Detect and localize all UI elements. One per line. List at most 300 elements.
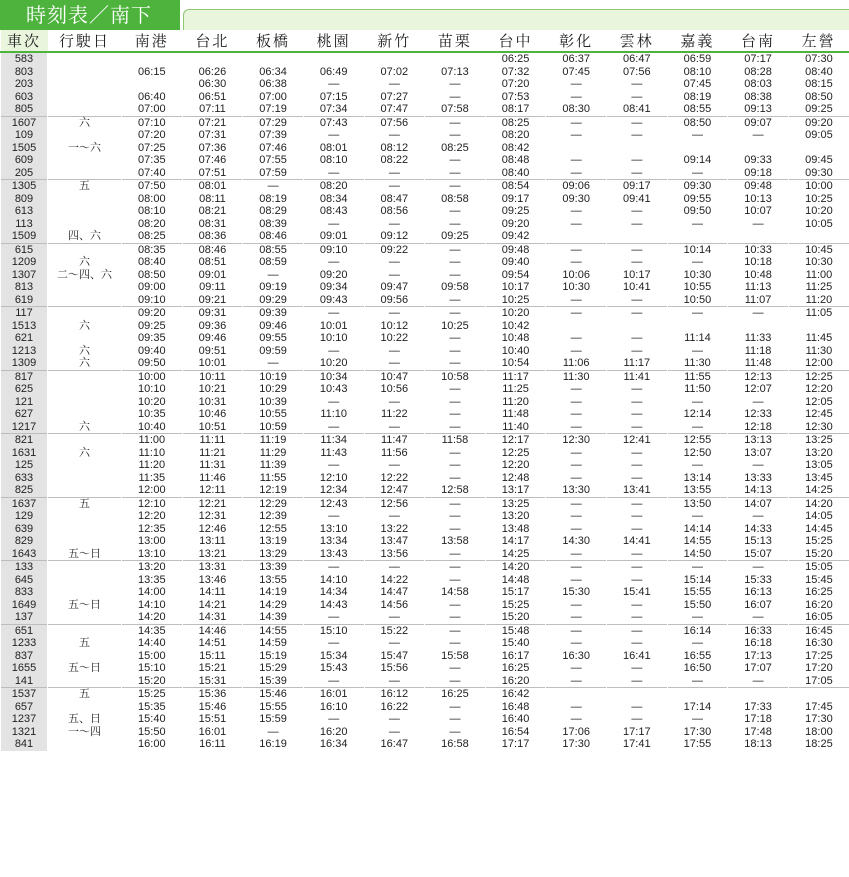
departure-time: 11:13 (728, 281, 789, 294)
departure-time: 09:42 (485, 230, 546, 243)
departure-time: — (546, 523, 607, 536)
departure-time: 16:30 (546, 650, 607, 663)
departure-time: 11:00 (788, 269, 849, 282)
departure-time: 15:48 (485, 624, 546, 637)
departure-time: — (243, 726, 304, 739)
departure-time: 16:48 (485, 701, 546, 714)
departure-time: 13:46 (182, 574, 243, 587)
departure-time: 11:22 (364, 408, 425, 421)
table-row (1, 599, 849, 612)
departure-time: — (667, 510, 728, 523)
table-row (1, 205, 849, 218)
departure-time: 14:55 (667, 535, 728, 548)
departure-time: 17:45 (788, 701, 849, 714)
departure-time: 08:41 (607, 103, 668, 116)
header-station: 嘉義 (667, 30, 728, 52)
table-row (1, 484, 849, 497)
departure-time: 07:45 (667, 78, 728, 91)
departure-time: 10:39 (243, 396, 304, 409)
departure-time (607, 142, 668, 155)
operating-days: 五 (48, 180, 122, 193)
departure-time: 07:58 (425, 103, 486, 116)
departure-time: — (667, 396, 728, 409)
table-row (1, 586, 849, 599)
departure-time: 11:56 (364, 447, 425, 460)
departure-time: 13:21 (182, 548, 243, 561)
departure-time: — (425, 497, 486, 510)
operating-days (48, 78, 122, 91)
departure-time: 14:34 (303, 586, 364, 599)
departure-time: 10:07 (728, 205, 789, 218)
departure-time: 12:56 (364, 497, 425, 510)
departure-time: 13:30 (546, 484, 607, 497)
departure-time: 10:01 (182, 357, 243, 370)
departure-time: 07:59 (243, 167, 304, 180)
departure-time: 15:50 (122, 726, 183, 739)
departure-time: 07:13 (425, 66, 486, 79)
departure-time: 10:30 (788, 256, 849, 269)
train-number: 1505 (1, 142, 48, 155)
operating-days: 一～四 (48, 726, 122, 739)
operating-days (48, 738, 122, 751)
departure-time: 17:55 (667, 738, 728, 751)
departure-time: — (546, 345, 607, 358)
departure-time: — (728, 611, 789, 624)
table-row (1, 408, 849, 421)
departure-time: 10:14 (667, 243, 728, 256)
departure-time: — (607, 510, 668, 523)
departure-time: — (667, 561, 728, 574)
departure-time: 18:00 (788, 726, 849, 739)
departure-time: 11:34 (303, 434, 364, 447)
departure-time: — (728, 129, 789, 142)
departure-time (788, 142, 849, 155)
departure-time: — (667, 256, 728, 269)
train-number: 657 (1, 701, 48, 714)
departure-time: 12:33 (728, 408, 789, 421)
departure-time: 12:34 (303, 484, 364, 497)
departure-time: — (364, 269, 425, 282)
table-row (1, 535, 849, 548)
operating-days (48, 52, 122, 66)
train-number: 129 (1, 510, 48, 523)
departure-time: — (364, 167, 425, 180)
departure-time (182, 52, 243, 66)
departure-time: 15:20 (122, 675, 183, 688)
departure-time: 16:05 (788, 611, 849, 624)
departure-time: — (667, 611, 728, 624)
departure-time: 07:45 (546, 66, 607, 79)
departure-time: 08:40 (485, 167, 546, 180)
departure-time: 13:39 (243, 561, 304, 574)
header-station: 南港 (122, 30, 183, 52)
departure-time: — (546, 78, 607, 91)
header-station: 桃園 (303, 30, 364, 52)
departure-time: 09:00 (122, 281, 183, 294)
train-number: 613 (1, 205, 48, 218)
departure-time: 11:06 (546, 357, 607, 370)
departure-time: 15:41 (607, 586, 668, 599)
departure-time: 12:13 (728, 370, 789, 383)
departure-time: 08:12 (364, 142, 425, 155)
departure-time: — (546, 167, 607, 180)
train-number: 1233 (1, 637, 48, 650)
departure-time: 12:00 (122, 484, 183, 497)
departure-time: 11:55 (243, 472, 304, 485)
departure-time: 09:10 (122, 294, 183, 307)
departure-time: 15:34 (303, 650, 364, 663)
departure-time: 10:40 (485, 345, 546, 358)
departure-time: — (303, 218, 364, 231)
departure-time: — (425, 561, 486, 574)
operating-days (48, 459, 122, 472)
train-number: 803 (1, 66, 48, 79)
operating-days (48, 434, 122, 447)
departure-time: 12:50 (667, 447, 728, 460)
train-number: 1307 (1, 269, 48, 282)
table-row (1, 497, 849, 510)
departure-time: 15:35 (122, 701, 183, 714)
departure-time: — (303, 675, 364, 688)
departure-time: 12:55 (667, 434, 728, 447)
departure-time: 08:31 (182, 218, 243, 231)
departure-time: 13:00 (122, 535, 183, 548)
departure-time: 09:13 (728, 103, 789, 116)
departure-time: 11:39 (243, 459, 304, 472)
departure-time: — (667, 218, 728, 231)
operating-days: 二～四、六 (48, 269, 122, 282)
departure-time: 15:30 (546, 586, 607, 599)
departure-time: 17:05 (788, 675, 849, 688)
departure-time: 09:01 (182, 269, 243, 282)
departure-time: — (546, 91, 607, 104)
operating-days (48, 294, 122, 307)
operating-days: 五～日 (48, 599, 122, 612)
departure-time: 07:19 (243, 103, 304, 116)
departure-time: — (303, 256, 364, 269)
operating-days (48, 205, 122, 218)
departure-time: 14:10 (122, 599, 183, 612)
departure-time: 11:33 (728, 332, 789, 345)
departure-time (546, 142, 607, 155)
departure-time: 10:45 (788, 243, 849, 256)
departure-time: 08:42 (485, 142, 546, 155)
header-station: 台南 (728, 30, 789, 52)
departure-time: 11:17 (485, 370, 546, 383)
departure-time (607, 230, 668, 243)
table-row (1, 738, 849, 751)
departure-time: 17:30 (788, 713, 849, 726)
operating-days (48, 586, 122, 599)
departure-time: — (728, 396, 789, 409)
departure-time: — (425, 307, 486, 320)
departure-time: — (425, 91, 486, 104)
departure-time: — (607, 116, 668, 129)
departure-time: 07:21 (182, 116, 243, 129)
departure-time: 06:47 (607, 52, 668, 66)
departure-time: — (364, 561, 425, 574)
train-number: 1309 (1, 357, 48, 370)
departure-time: — (425, 713, 486, 726)
departure-time: — (425, 345, 486, 358)
header-station: 雲林 (607, 30, 668, 52)
departure-time: 16:01 (182, 726, 243, 739)
departure-time: — (607, 78, 668, 91)
departure-time: 07:40 (122, 167, 183, 180)
departure-time: 13:55 (667, 484, 728, 497)
train-number: 817 (1, 370, 48, 383)
departure-time: 09:55 (667, 193, 728, 206)
operating-days (48, 91, 122, 104)
departure-time: — (607, 447, 668, 460)
departure-time: 13:50 (667, 497, 728, 510)
departure-time: — (425, 78, 486, 91)
departure-time: — (364, 129, 425, 142)
departure-time: 14:45 (788, 523, 849, 536)
header-station: 左營 (788, 30, 849, 52)
table-row (1, 370, 849, 383)
departure-time: 14:50 (667, 548, 728, 561)
departure-time: 15:33 (728, 574, 789, 587)
departure-time: 09:36 (182, 320, 243, 333)
departure-time: — (607, 662, 668, 675)
departure-time: 09:05 (788, 129, 849, 142)
departure-time: 10:56 (364, 383, 425, 396)
departure-time: 15:47 (364, 650, 425, 663)
table-row (1, 459, 849, 472)
header-station: 板橋 (243, 30, 304, 52)
operating-days (48, 396, 122, 409)
operating-days: 六 (48, 447, 122, 460)
train-number: 1213 (1, 345, 48, 358)
departure-time: — (364, 256, 425, 269)
train-number: 1513 (1, 320, 48, 333)
departure-time: 12:30 (788, 421, 849, 434)
departure-time (607, 320, 668, 333)
table-row (1, 611, 849, 624)
departure-time: 06:26 (182, 66, 243, 79)
departure-time: — (607, 548, 668, 561)
departure-time: — (546, 497, 607, 510)
departure-time: 08:25 (425, 142, 486, 155)
table-row (1, 256, 849, 269)
departure-time: 10:48 (485, 332, 546, 345)
departure-time: — (607, 129, 668, 142)
departure-time: 08:10 (667, 66, 728, 79)
departure-time: 08:19 (243, 193, 304, 206)
departure-time: 16:11 (182, 738, 243, 751)
departure-time: 15:07 (728, 548, 789, 561)
departure-time: — (546, 459, 607, 472)
departure-time: — (425, 294, 486, 307)
departure-time: 08:48 (485, 154, 546, 167)
departure-time: 14:25 (485, 548, 546, 561)
departure-time: 10:34 (303, 370, 364, 383)
departure-time: 17:13 (728, 650, 789, 663)
departure-time: — (425, 548, 486, 561)
departure-time: — (303, 421, 364, 434)
departure-time: — (303, 129, 364, 142)
departure-time: 11:47 (364, 434, 425, 447)
departure-time: — (546, 383, 607, 396)
departure-time: 11:10 (303, 408, 364, 421)
departure-time: 07:17 (728, 52, 789, 66)
departure-time: 13:31 (182, 561, 243, 574)
operating-days (48, 129, 122, 142)
departure-time: 11:58 (425, 434, 486, 447)
departure-time: 16:34 (303, 738, 364, 751)
operating-days (48, 472, 122, 485)
departure-time: 08:20 (485, 129, 546, 142)
departure-time: 09:50 (122, 357, 183, 370)
departure-time: — (364, 78, 425, 91)
title-strip (183, 9, 849, 30)
title-bar (0, 0, 849, 30)
departure-time: 09:40 (485, 256, 546, 269)
departure-time: 14:05 (788, 510, 849, 523)
departure-time: 16:47 (364, 738, 425, 751)
operating-days (48, 484, 122, 497)
departure-time: 17:30 (667, 726, 728, 739)
departure-time (425, 52, 486, 66)
departure-time: — (425, 218, 486, 231)
departure-time: — (728, 218, 789, 231)
departure-time: 11:40 (485, 421, 546, 434)
departure-time: 14:46 (182, 624, 243, 637)
departure-time: — (425, 129, 486, 142)
departure-time: 13:48 (485, 523, 546, 536)
departure-time: 11:17 (607, 357, 668, 370)
departure-time: 10:31 (182, 396, 243, 409)
departure-time: 12:43 (303, 497, 364, 510)
departure-time: 10:13 (728, 193, 789, 206)
departure-time: 15:20 (788, 548, 849, 561)
departure-time: 13:11 (182, 535, 243, 548)
departure-time: — (546, 713, 607, 726)
departure-time: 07:43 (303, 116, 364, 129)
departure-time: 11:30 (667, 357, 728, 370)
departure-time: 12:35 (122, 523, 183, 536)
departure-time: 15:43 (303, 662, 364, 675)
train-number: 841 (1, 738, 48, 751)
departure-time: 08:25 (122, 230, 183, 243)
departure-time: — (425, 574, 486, 587)
table-row (1, 167, 849, 180)
train-number: 125 (1, 459, 48, 472)
departure-time: 16:33 (728, 624, 789, 637)
operating-days: 五 (48, 688, 122, 701)
departure-time: 10:55 (243, 408, 304, 421)
departure-time: — (667, 345, 728, 358)
departure-time: — (546, 421, 607, 434)
departure-time: 14:30 (546, 535, 607, 548)
departure-time: — (607, 472, 668, 485)
table-row (1, 66, 849, 79)
departure-time: 09:58 (425, 281, 486, 294)
departure-time: 15:00 (122, 650, 183, 663)
departure-time: 17:17 (485, 738, 546, 751)
departure-time: 13:33 (728, 472, 789, 485)
departure-time: — (364, 459, 425, 472)
departure-time: 07:35 (122, 154, 183, 167)
departure-time: 16:45 (788, 624, 849, 637)
departure-time: — (303, 510, 364, 523)
departure-time: — (364, 510, 425, 523)
departure-time (364, 52, 425, 66)
departure-time: 08:46 (243, 230, 304, 243)
departure-time: 16:25 (485, 662, 546, 675)
departure-time: 11:07 (728, 294, 789, 307)
departure-time: 09:54 (485, 269, 546, 282)
departure-time: — (546, 472, 607, 485)
table-row (1, 116, 849, 129)
departure-time: 12:22 (364, 472, 425, 485)
departure-time: — (607, 421, 668, 434)
departure-time: 15:59 (243, 713, 304, 726)
header-station: 彰化 (546, 30, 607, 52)
departure-time: 11:25 (788, 281, 849, 294)
departure-time: — (364, 421, 425, 434)
departure-time (728, 320, 789, 333)
departure-time: 08:03 (728, 78, 789, 91)
timetable-body (1, 52, 849, 751)
departure-time: 15:10 (122, 662, 183, 675)
departure-time: 09:30 (788, 167, 849, 180)
departure-time: 10:20 (303, 357, 364, 370)
departure-time: 09:46 (182, 332, 243, 345)
departure-time: — (667, 675, 728, 688)
departure-time: 15:31 (182, 675, 243, 688)
departure-time: 15:40 (122, 713, 183, 726)
departure-time: — (425, 205, 486, 218)
departure-time: — (607, 396, 668, 409)
table-row (1, 142, 849, 155)
departure-time: — (425, 726, 486, 739)
departure-time: 15:46 (243, 688, 304, 701)
departure-time: 11:55 (667, 370, 728, 383)
departure-time: — (728, 307, 789, 320)
departure-time: 07:53 (485, 91, 546, 104)
departure-time: 16:20 (485, 675, 546, 688)
departure-time: 13:17 (485, 484, 546, 497)
train-number: 837 (1, 650, 48, 663)
departure-time (728, 230, 789, 243)
departure-time: 16:13 (728, 586, 789, 599)
departure-time: 07:02 (364, 66, 425, 79)
departure-time (607, 688, 668, 701)
departure-time: 11:21 (182, 447, 243, 460)
departure-time: 16:58 (425, 738, 486, 751)
table-row (1, 523, 849, 536)
operating-days: 四、六 (48, 230, 122, 243)
departure-time: — (607, 497, 668, 510)
train-number: 1537 (1, 688, 48, 701)
departure-time: 08:01 (182, 180, 243, 193)
departure-time: 07:46 (182, 154, 243, 167)
departure-time: 10:00 (788, 180, 849, 193)
departure-time: — (607, 637, 668, 650)
table-row (1, 129, 849, 142)
departure-time: 08:19 (667, 91, 728, 104)
table-row (1, 637, 849, 650)
departure-time: — (728, 561, 789, 574)
operating-days: 六 (48, 345, 122, 358)
departure-time: 14:59 (243, 637, 304, 650)
departure-time: 16:22 (364, 701, 425, 714)
train-number: 137 (1, 611, 48, 624)
departure-time: — (425, 611, 486, 624)
departure-time: — (607, 561, 668, 574)
